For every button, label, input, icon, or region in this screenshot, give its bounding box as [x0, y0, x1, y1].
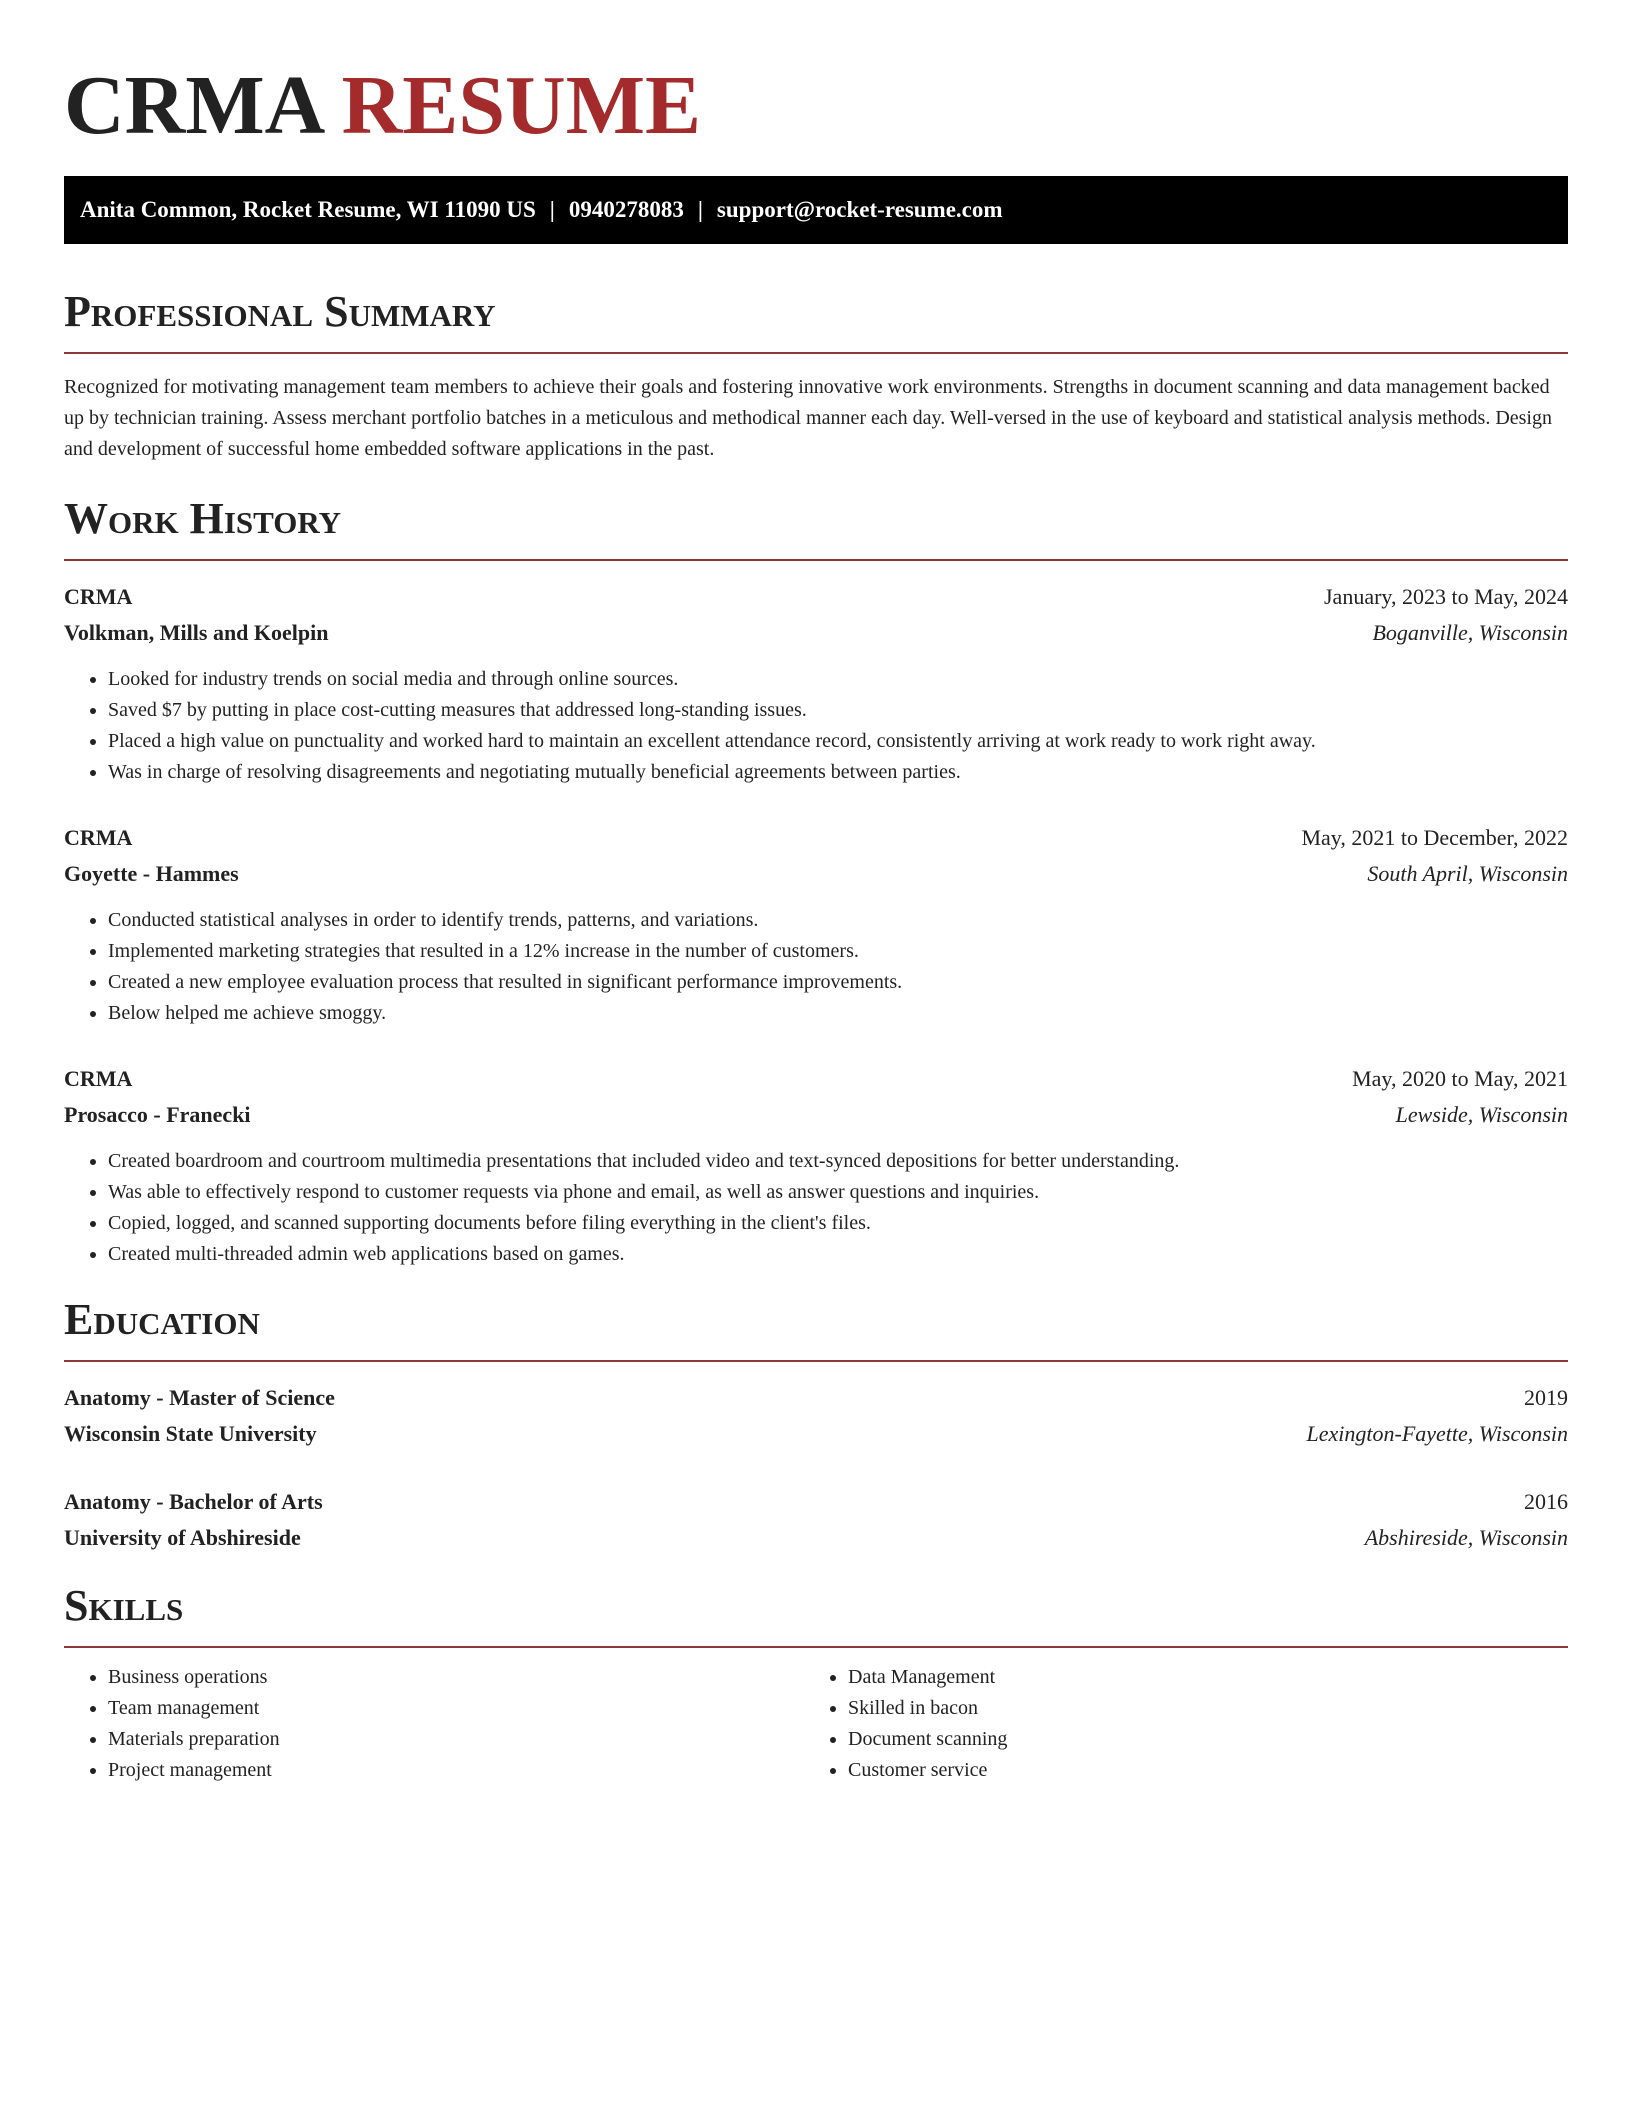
job-bullet: • Created boardroom and courtroom multimedia presentations that included video and text-synced depositions for better understanding.	[108, 1146, 1568, 1177]
job-bullet: • Copied, logged, and scanned supporting documents before filing everything in the client's files.	[108, 1208, 1568, 1239]
job-title: CRMA	[64, 1066, 133, 1091]
job-bullet: • Saved $7 by putting in place cost-cutting measures that addressed long-standing issues.	[108, 695, 1568, 726]
job-entry	[64, 1061, 1568, 1270]
job-bullet: • Conducted statistical analyses in order to identify trends, patterns, and variations.	[108, 905, 1568, 936]
resume-page	[64, 0, 1568, 1786]
job-entry	[64, 820, 1568, 1029]
job-bullets	[64, 905, 1568, 1029]
job-title: CRMA	[64, 584, 133, 609]
job-entry	[64, 579, 1568, 788]
job-bullets	[64, 1146, 1568, 1270]
education-year: 2019	[1524, 1385, 1568, 1410]
job-bullet: • Was in charge of resolving disagreements and negotiating mutually beneficial agreements between parties.	[108, 757, 1568, 788]
contact-separator: |	[697, 197, 703, 222]
education-degree: Anatomy - Bachelor of Arts	[64, 1489, 323, 1514]
skill-item: • Customer service	[848, 1755, 1544, 1786]
skill-item: • Data Management	[848, 1662, 1544, 1693]
job-bullet: • Below helped me achieve smoggy.	[108, 998, 1568, 1029]
job-location: South April, Wisconsin	[1367, 861, 1568, 886]
education-school: Wisconsin State University	[64, 1421, 317, 1446]
skill-item: • Document scanning	[848, 1724, 1544, 1755]
job-company: Volkman, Mills and Koelpin	[64, 620, 329, 645]
skills-column-right	[804, 1662, 1544, 1786]
job-bullets	[64, 664, 1568, 788]
education-degree: Anatomy - Master of Science	[64, 1385, 335, 1410]
job-company: Goyette - Hammes	[64, 861, 239, 886]
contact-email: support@rocket-resume.com	[716, 197, 1003, 222]
job-dates: May, 2020 to May, 2021	[1352, 1066, 1568, 1091]
skill-item: • Team management	[108, 1693, 804, 1724]
skill-item: • Skilled in bacon	[848, 1693, 1544, 1724]
job-location: Boganville, Wisconsin	[1372, 620, 1568, 645]
job-bullet: • Placed a high value on punctuality and worked hard to maintain an excellent attendance record, consistently arriving at work ready to work right away.	[108, 726, 1568, 757]
job-bullet: • Created a new employee evaluation process that resulted in significant performance improvements.	[108, 967, 1568, 998]
skill-item: • Project management	[108, 1755, 804, 1786]
education-location: Lexington-Fayette, Wisconsin	[1306, 1421, 1568, 1446]
job-dates: May, 2021 to December, 2022	[1301, 825, 1568, 850]
section-heading-summary: Professional Summary	[64, 286, 1568, 354]
education-entry	[64, 1380, 1568, 1452]
section-heading-skills: Skills	[64, 1580, 1568, 1648]
education-location: Abshireside, Wisconsin	[1364, 1525, 1568, 1550]
job-bullet: • Looked for industry trends on social media and through online sources.	[108, 664, 1568, 695]
education-year: 2016	[1524, 1489, 1568, 1514]
contact-bar	[64, 176, 1568, 244]
resume-title	[64, 0, 1568, 156]
job-dates: January, 2023 to May, 2024	[1324, 584, 1568, 609]
job-title: CRMA	[64, 825, 133, 850]
job-bullet: • Was able to effectively respond to customer requests via phone and email, as well as answer questions and inquiries.	[108, 1177, 1568, 1208]
summary-text: Recognized for motivating management team members to achieve their goals and fostering innovative work environments. Strengths in document scanning and data management backed up by technician training. Assess merchant portfolio batches in a meticulous and methodical manner each day. Well-versed in the use of keyboard and statistical analysis methods. Design and development of successful home embedded software applications in the past.	[64, 376, 1552, 460]
skill-item: • Materials preparation	[108, 1724, 804, 1755]
job-bullet: • Implemented marketing strategies that resulted in a 12% increase in the number of customers.	[108, 936, 1568, 967]
skill-item: • Business operations	[108, 1662, 804, 1693]
section-heading-work-history: Work History	[64, 493, 1568, 561]
section-heading-education: Education	[64, 1294, 1568, 1362]
education-entry	[64, 1484, 1568, 1556]
contact-phone: 0940278083	[568, 197, 684, 222]
job-location: Lewside, Wisconsin	[1395, 1102, 1568, 1127]
skills-column-left	[64, 1662, 804, 1786]
job-bullet: • Created multi-threaded admin web applications based on games.	[108, 1239, 1568, 1270]
education-school: University of Abshireside	[64, 1525, 301, 1550]
job-company: Prosacco - Franecki	[64, 1102, 251, 1127]
title-job: CRMA	[64, 59, 321, 152]
contact-address: Anita Common, Rocket Resume, WI 11090 US	[80, 197, 536, 222]
skills-list	[64, 1662, 1568, 1786]
title-resume-word: RESUME	[341, 59, 702, 152]
contact-separator: |	[549, 197, 555, 222]
